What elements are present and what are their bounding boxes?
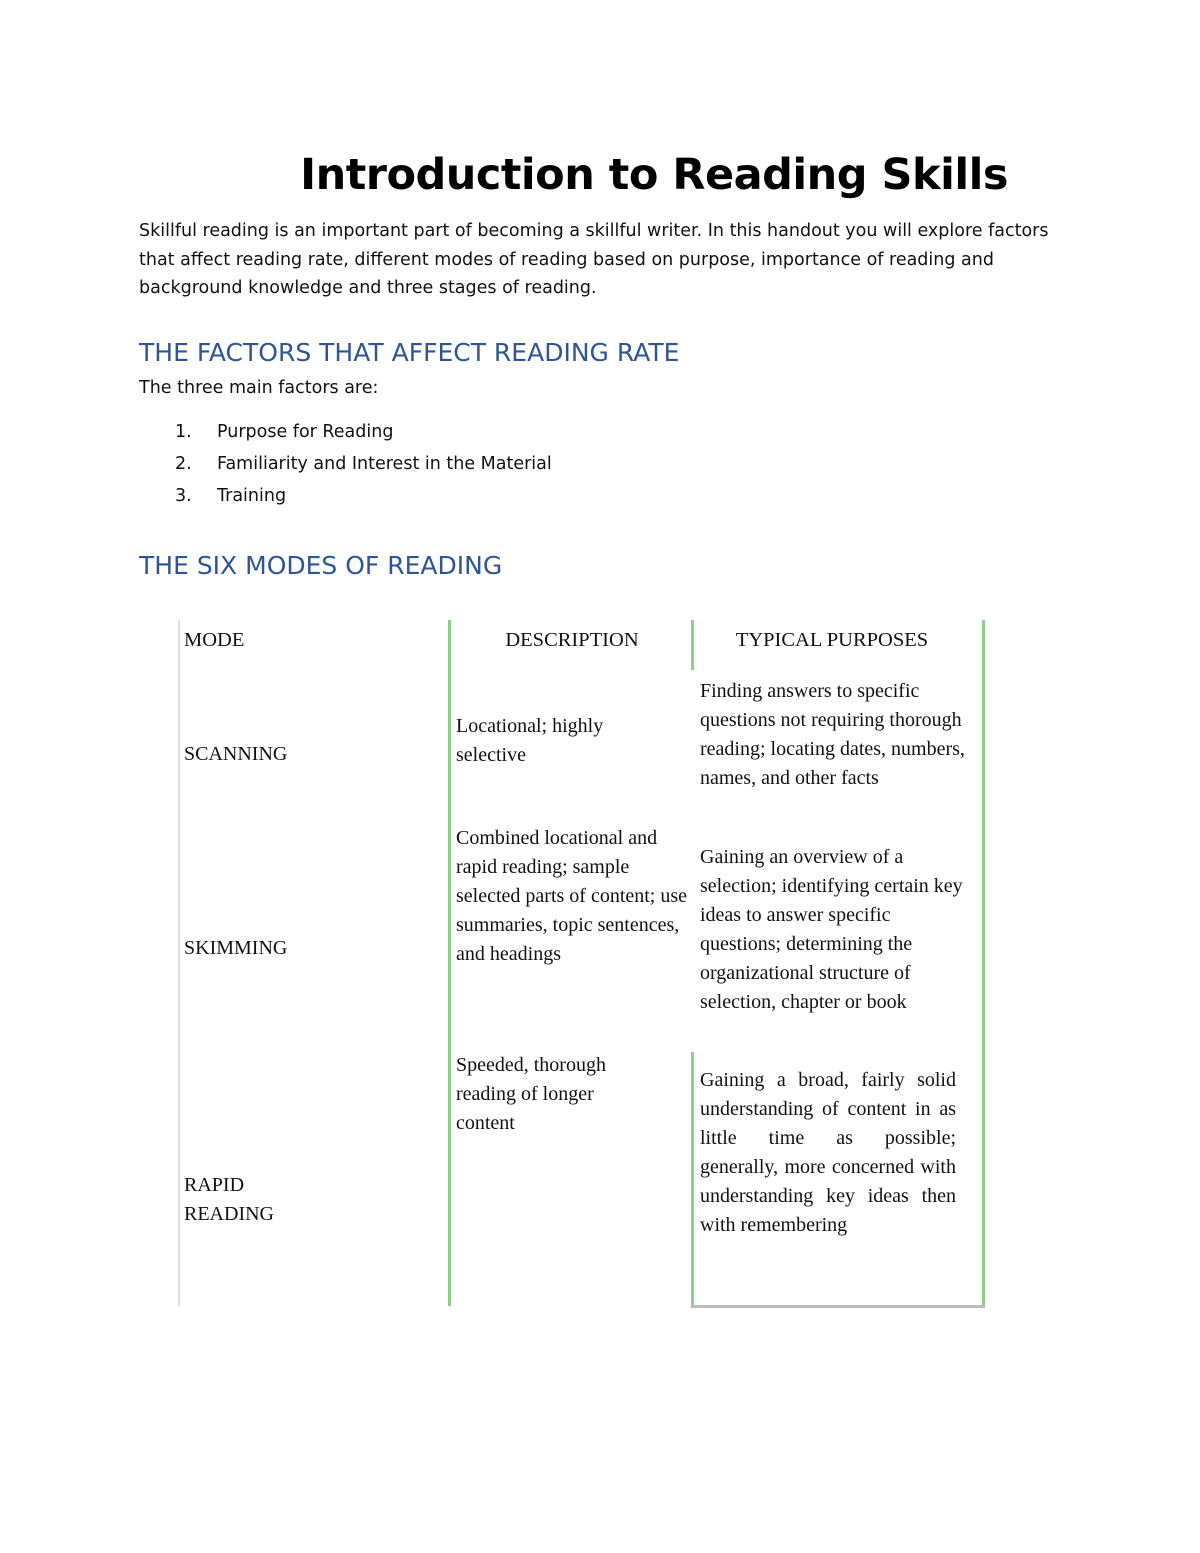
table-cell-description: Locational; highly selective	[456, 715, 604, 766]
table-cell-purposes: Gaining an overview of a selection; identifying certain key ideas to answer specific questions; determining the organizational structure of selection, chapter or book	[700, 846, 963, 1013]
list-text: Training	[217, 486, 287, 506]
table-border-col2	[691, 1052, 694, 1308]
table-cell-purposes: Finding answers to specific questions not requiring thorough reading; locating dates, numbers, names, and other facts	[700, 680, 965, 789]
list-number: 1.	[175, 422, 192, 442]
table-border-col1	[448, 620, 451, 1306]
document-title: Introduction to Reading Skills	[300, 150, 1008, 200]
factors-lead: The three main factors are:	[139, 378, 379, 398]
intro-paragraph: Skillful reading is an important part of becoming a skillful writer. In this handout you will explore factors that affect reading rate, different modes of reading based on purpose, importance of reading and background knowledge and three stages of reading.	[139, 221, 1049, 298]
table-border-right	[982, 620, 985, 1308]
table-cell-description: Combined locational and rapid reading; sample selected parts of content; use summaries, topic sentences, and headings	[456, 827, 688, 965]
table-header-purposes: TYPICAL PURPOSES	[735, 629, 929, 651]
table-header-mode: MODE	[184, 629, 245, 651]
table-header-description: DESCRIPTION	[505, 629, 639, 651]
list-item	[139, 422, 552, 454]
table-cell-description: Speeded, thorough reading of longer content	[456, 1054, 606, 1134]
factors-list	[139, 422, 552, 518]
list-text: Purpose for Reading	[217, 422, 394, 442]
table-cell-mode: SCANNING	[184, 743, 288, 765]
section-heading-modes: THE SIX MODES OF READING	[139, 551, 503, 580]
list-item	[139, 486, 552, 518]
list-number: 2.	[175, 454, 192, 474]
table-cell-purposes: Gaining a broad, fairly solid understanding of content in as little time as possible; generally, more concerned with understanding key ideas then with remembering	[700, 1069, 956, 1236]
list-text: Familiarity and Interest in the Material	[217, 454, 552, 474]
table-border-bottom	[692, 1305, 985, 1308]
list-item	[139, 454, 552, 486]
table-border-left	[178, 620, 180, 1306]
section-heading-factors: THE FACTORS THAT AFFECT READING RATE	[139, 338, 680, 367]
table-cell-mode: SKIMMING	[184, 937, 288, 959]
list-number: 3.	[175, 486, 192, 506]
table-cell-mode: RAPID READING	[184, 1174, 274, 1225]
